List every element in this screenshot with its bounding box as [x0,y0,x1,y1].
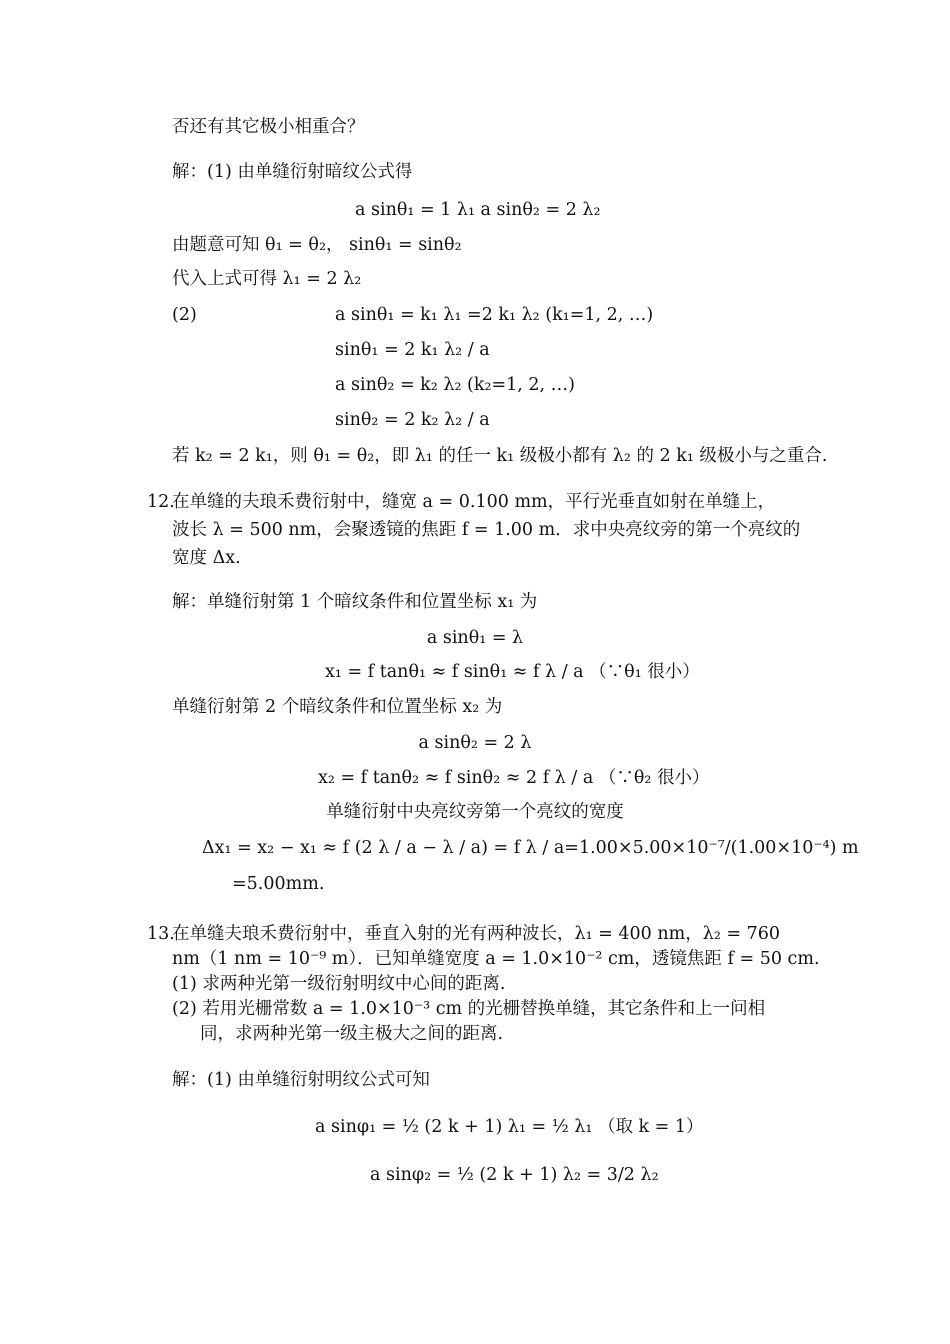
text-line: 代入上式可得 λ₁ = 2 λ₂ [172,269,362,289]
text-line: 由题意可知 θ₁ = θ₂， sinθ₁ = sinθ₂ [172,235,462,255]
problem-text: 宽度 Δx. [172,548,241,568]
equation: =5.00mm. [232,874,325,894]
equation: sinθ₂ = 2 k₂ λ₂ / a [335,410,490,430]
problem-text: nm（1 nm = 10⁻⁹ m）．已知单缝宽度 a = 1.0×10⁻² cm，透镜焦距 f = 50 cm. [172,949,820,969]
equation: a sinφ₁ = ½ (2 k + 1) λ₁ = ½ λ₁ （取 k = 1） [315,1117,704,1137]
problem-text: 在单缝夫琅禾费衍射中，垂直入射的光有两种波长，λ₁ = 400 nm，λ₂ = 760 [172,924,781,944]
equation: sinθ₁ = 2 k₁ λ₂ / a [335,340,490,360]
equation: Δx₁ = x₂ − x₁ ≈ f (2 λ / a − λ / a) = f λ / a=1.00×5.00×10⁻⁷/(1.00×10⁻⁴) m [202,838,859,858]
problem-text: 同，求两种光第一级主极大之间的距离. [200,1024,504,1044]
problem-number: 12. [147,492,175,512]
solution-11-intro: 解：(1) 由单缝衍射暗纹公式得 [172,162,413,182]
text-line: 单缝衍射第 2 个暗纹条件和位置坐标 x₂ 为 [172,697,503,717]
problem-text: 波长 λ = 500 nm，会聚透镜的焦距 f = 1.00 m．求中央亮纹旁的第一个亮纹的 [172,520,801,540]
problem-text: (2) 若用光栅常数 a = 1.0×10⁻³ cm 的光栅替换单缝，其它条件和上一问相 [172,999,766,1019]
equation: a sinθ₁ = k₁ λ₁ =2 k₁ λ₂ (k₁=1, 2, …) [335,305,654,325]
solution-12-intro: 解：单缝衍射第 1 个暗纹条件和位置坐标 x₁ 为 [172,592,538,612]
text-line: 单缝衍射中央亮纹旁第一个亮纹的宽度 [326,802,624,822]
problem-text: 在单缝的夫琅禾费衍射中，缝宽 a = 0.100 mm，平行光垂直如射在单缝上， [172,492,776,512]
conclusion: 若 k₂ = 2 k₁，则 θ₁ = θ₂，即 λ₁ 的任一 k₁ 级极小都有 λ₂ 的 2 k₁ 级极小与之重合. [172,446,828,466]
equation: x₂ = f tanθ₂ ≈ f sinθ₂ ≈ 2 f λ / a （∵θ₂ 很小） [318,768,710,788]
problem-number: 13. [147,924,175,944]
equation: a sinθ₂ = 2 λ [418,733,532,753]
problem-text: (1) 求两种光第一级衍射明纹中心间的距离. [172,974,506,994]
equation: a sinθ₁ = λ [426,628,524,648]
equation: x₁ = f tanθ₁ ≈ f sinθ₁ ≈ f λ / a （∵θ₁ 很小） [325,662,700,682]
part-label: (2) [172,305,197,325]
question-tail: 否还有其它极小相重合？ [172,117,365,137]
solution-13-intro: 解：(1) 由单缝衍射明纹公式可知 [172,1070,430,1090]
equation: a sinθ₂ = k₂ λ₂ (k₂=1, 2, …) [335,375,575,395]
equation: a sinφ₂ = ½ (2 k + 1) λ₂ = 3/2 λ₂ [370,1165,659,1185]
equation: a sinθ₁ = 1 λ₁ a sinθ₂ = 2 λ₂ [355,200,601,220]
